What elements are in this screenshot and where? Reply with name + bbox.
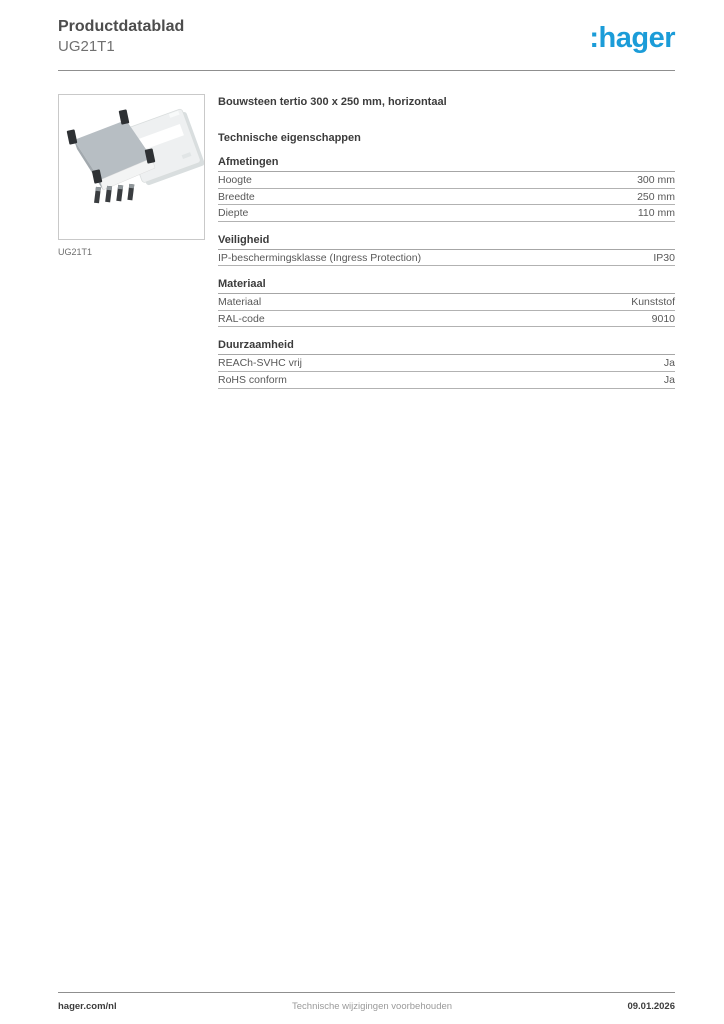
spec-value: 110 mm: [637, 207, 675, 220]
spec-label: Materiaal: [218, 296, 262, 309]
spec-value: IP30: [653, 251, 675, 264]
spec-row: [218, 250, 675, 267]
tech-section-title: Technische eigenschappen: [218, 132, 361, 144]
spec-group-title: Afmetingen: [218, 156, 675, 172]
spec-label: RoHS conform: [218, 373, 287, 386]
spec-group-afmetingen: [218, 156, 675, 222]
spec-row: [218, 205, 675, 222]
document-title: Productdatablad: [58, 18, 185, 35]
spec-value: Ja: [663, 373, 675, 386]
spec-column: [218, 94, 675, 389]
spec-value: 250 mm: [637, 190, 675, 203]
header-titles: [58, 17, 184, 57]
spec-row: [218, 311, 675, 328]
fixing-clips-drawing: [94, 184, 134, 203]
spec-label: Breedte: [218, 190, 255, 203]
spec-label: REACh-SVHC vrij: [218, 357, 303, 370]
spec-label: RAL-code: [218, 312, 265, 325]
product-reference: UG21T1: [58, 38, 115, 55]
page-header: [58, 17, 675, 57]
footer-date: 09.01.2026: [627, 1001, 675, 1012]
spec-label: Diepte: [218, 207, 249, 220]
footer-disclaimer: Technische wijzigingen voorbehouden: [292, 1001, 453, 1012]
spec-row: [218, 372, 675, 389]
spec-value: 300 mm: [637, 174, 675, 186]
hager-logo: :hager: [589, 22, 675, 54]
main-content: [58, 94, 675, 389]
spec-row: [218, 355, 675, 372]
spec-row: [218, 294, 675, 311]
spec-value: Kunststof: [631, 296, 675, 309]
product-illustration: [59, 95, 204, 239]
product-image-caption: UG21T1: [58, 247, 93, 257]
spec-group-materiaal: [218, 278, 675, 327]
product-name: Bouwsteen tertio 300 x 250 mm, horizontaal: [218, 96, 447, 108]
spec-group-title: Materiaal: [218, 278, 675, 294]
footer-website-link[interactable]: hager.com/nl: [58, 1001, 117, 1012]
header-divider: [58, 70, 675, 71]
spec-row: [218, 189, 675, 206]
product-image-column: [58, 94, 218, 389]
spec-group-title: Duurzaamheid: [218, 339, 675, 355]
product-image: [58, 94, 205, 240]
spec-value: 9010: [651, 312, 675, 325]
spec-label: Hoogte: [218, 174, 252, 186]
page-footer: [58, 1001, 675, 1012]
spec-label: IP-beschermingsklasse (Ingress Protection): [218, 251, 422, 264]
spec-group-veiligheid: [218, 234, 675, 267]
spec-group-title: Veiligheid: [218, 234, 675, 250]
spec-group-duurzaamheid: [218, 339, 675, 388]
spec-value: Ja: [663, 357, 675, 370]
spec-row: [218, 172, 675, 189]
footer-divider: [58, 992, 675, 993]
